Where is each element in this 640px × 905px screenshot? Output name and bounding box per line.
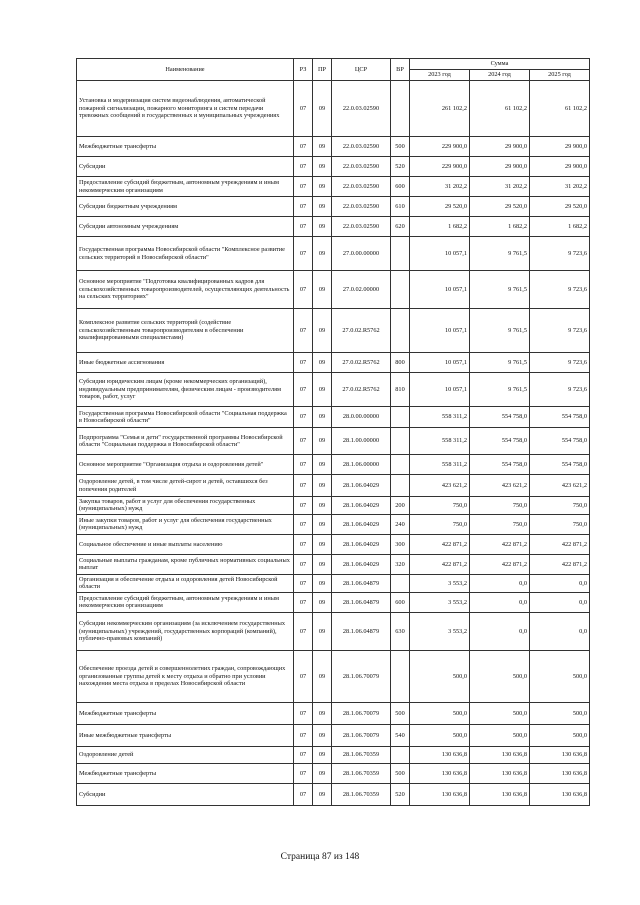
cell-2025: 422 871,2 [530,554,590,574]
cell-csr: 22.0.03.02590 [332,157,391,177]
cell-pr: 09 [313,407,332,428]
cell-csr: 28.1.06.04029 [332,497,391,515]
cell-2025: 554 758,0 [530,455,590,475]
cell-pr: 09 [313,81,332,137]
cell-rz: 07 [294,534,313,554]
cell-csr: 28.1.06.70079 [332,650,391,702]
cell-2025: 423 621,2 [530,475,590,497]
cell-vr [391,455,410,475]
cell-2025: 1 682,2 [530,217,590,237]
cell-2025: 29 900,0 [530,137,590,157]
cell-pr: 09 [313,592,332,612]
cell-2023: 10 057,1 [410,271,470,309]
cell-2023: 500,0 [410,650,470,702]
cell-name: Организация и обеспечение отдыха и оздоровления детей Новосибирской области [77,574,294,592]
cell-2023: 130 636,8 [410,783,470,805]
table-row [77,612,590,650]
cell-2025: 422 871,2 [530,534,590,554]
cell-2023: 261 102,2 [410,81,470,137]
cell-name: Предоставление субсидий бюджетным, автономным учреждениям и иным некоммерческим организациям [77,592,294,612]
cell-2024: 0,0 [470,612,530,650]
cell-rz: 07 [294,309,313,353]
cell-vr [391,428,410,455]
cell-csr: 28.1.06.04879 [332,612,391,650]
cell-pr: 09 [313,455,332,475]
cell-2023: 558 311,2 [410,428,470,455]
cell-csr: 28.1.06.04879 [332,574,391,592]
cell-2023: 229 900,0 [410,137,470,157]
cell-name: Межбюджетные трансферты [77,702,294,724]
cell-rz: 07 [294,702,313,724]
cell-name: Государственная программа Новосибирской области "Комплексное развитие сельских территорий в Новосибирской области" [77,237,294,271]
cell-vr: 620 [391,217,410,237]
cell-2025: 500,0 [530,702,590,724]
cell-2025: 31 202,2 [530,177,590,197]
cell-name: Иные межбюджетные трансферты [77,724,294,746]
cell-name: Комплексное развитие сельских территорий (содействие сельскохозяйственным товаропроизводителям в обеспечении квалифицированными специалистами) [77,309,294,353]
cell-2025: 0,0 [530,592,590,612]
cell-csr: 28.1.06.70359 [332,783,391,805]
cell-rz: 07 [294,475,313,497]
cell-2023: 558 311,2 [410,455,470,475]
table-row [77,763,590,783]
cell-vr [391,475,410,497]
cell-vr [391,650,410,702]
cell-csr: 28.1.06.04879 [332,592,391,612]
cell-pr: 09 [313,554,332,574]
table-row [77,237,590,271]
cell-name: Иные бюджетные ассигнования [77,353,294,373]
table-row [77,650,590,702]
cell-name: Установка и модернизация систем видеонаблюдения, автоматической пожарной сигнализации, пожарного мониторинга и систем передачи тревожных сообщений в государственных и муниципальных учреждениях [77,81,294,137]
cell-2024: 750,0 [470,514,530,534]
cell-2025: 554 758,0 [530,428,590,455]
cell-pr: 09 [313,650,332,702]
cell-rz: 07 [294,724,313,746]
cell-csr: 28.0.00.00000 [332,407,391,428]
cell-rz: 07 [294,197,313,217]
cell-name: Субсидии бюджетным учреждениям [77,197,294,217]
cell-csr: 28.1.06.04029 [332,475,391,497]
cell-csr: 28.1.06.04029 [332,534,391,554]
cell-csr: 27.0.00.00000 [332,237,391,271]
cell-2024: 0,0 [470,592,530,612]
cell-2023: 130 636,8 [410,763,470,783]
cell-pr: 09 [313,746,332,763]
cell-name: Субсидии автономным учреждениям [77,217,294,237]
cell-vr: 200 [391,497,410,515]
cell-vr [391,271,410,309]
cell-2024: 61 102,2 [470,81,530,137]
cell-2024: 9 761,5 [470,271,530,309]
cell-csr: 28.1.06.70079 [332,702,391,724]
table-row [77,746,590,763]
cell-2024: 500,0 [470,702,530,724]
cell-pr: 09 [313,514,332,534]
cell-2023: 10 057,1 [410,237,470,271]
cell-pr: 09 [313,271,332,309]
cell-2025: 9 723,6 [530,237,590,271]
table-row [77,197,590,217]
cell-pr: 09 [313,217,332,237]
header-rz: РЗ [294,59,313,81]
cell-2024: 9 761,5 [470,237,530,271]
cell-vr: 810 [391,373,410,407]
header-2024: 2024 год [470,70,530,81]
cell-pr: 09 [313,373,332,407]
header-2025: 2025 год [530,70,590,81]
cell-name: Основное мероприятие "Подготовка квалифицированных кадров для сельскохозяйственных товаропроизводителей, осуществляющих деятельность на сельских территориях" [77,271,294,309]
cell-2023: 750,0 [410,514,470,534]
cell-rz: 07 [294,373,313,407]
cell-2025: 750,0 [530,514,590,534]
table-row [77,724,590,746]
cell-2025: 9 723,6 [530,373,590,407]
cell-2024: 29 900,0 [470,137,530,157]
cell-pr: 09 [313,702,332,724]
cell-2025: 554 758,0 [530,407,590,428]
cell-2023: 500,0 [410,724,470,746]
cell-2024: 423 621,2 [470,475,530,497]
cell-pr: 09 [313,353,332,373]
cell-rz: 07 [294,514,313,534]
cell-2025: 500,0 [530,650,590,702]
cell-csr: 28.1.06.00000 [332,455,391,475]
cell-name: Субсидии юридическим лицам (кроме некоммерческих организаций), индивидуальным предпринимателям, физическим лицам - производителям товаров, работ, услуг [77,373,294,407]
cell-2024: 29 900,0 [470,157,530,177]
table-row [77,81,590,137]
cell-csr: 28.1.06.70079 [332,724,391,746]
cell-pr: 09 [313,177,332,197]
header-vr: ВР [391,59,410,81]
cell-name: Обеспечение проезда детей и совершеннолетних граждан, сопровождающих организованные группы детей к месту отдыха и обратно при условии нахождения места отдыха в пределах Новосибирской области [77,650,294,702]
cell-2024: 9 761,5 [470,353,530,373]
cell-vr: 540 [391,724,410,746]
cell-csr: 28.1.06.70359 [332,763,391,783]
cell-rz: 07 [294,137,313,157]
cell-csr: 22.0.03.02590 [332,197,391,217]
cell-2023: 750,0 [410,497,470,515]
cell-2025: 130 636,8 [530,783,590,805]
cell-2023: 10 057,1 [410,373,470,407]
table-row [77,177,590,197]
cell-2023: 3 553,2 [410,592,470,612]
table-row [77,574,590,592]
cell-name: Субсидии некоммерческим организациям (за исключением государственных (муниципальных) учреждений, государственных корпораций (компаний), публично-правовых компаний) [77,612,294,650]
cell-2025: 29 900,0 [530,157,590,177]
cell-csr: 22.0.03.02590 [332,137,391,157]
cell-pr: 09 [313,574,332,592]
cell-vr [391,407,410,428]
table-row [77,592,590,612]
cell-rz: 07 [294,177,313,197]
cell-pr: 09 [313,497,332,515]
cell-rz: 07 [294,271,313,309]
cell-2024: 1 682,2 [470,217,530,237]
cell-pr: 09 [313,724,332,746]
cell-2025: 0,0 [530,574,590,592]
cell-csr: 22.0.03.02590 [332,217,391,237]
cell-vr: 520 [391,157,410,177]
cell-2024: 130 636,8 [470,763,530,783]
cell-name: Межбюджетные трансферты [77,137,294,157]
table-row [77,428,590,455]
cell-2023: 229 900,0 [410,157,470,177]
cell-2025: 29 520,0 [530,197,590,217]
cell-rz: 07 [294,157,313,177]
cell-2024: 422 871,2 [470,534,530,554]
cell-vr: 630 [391,612,410,650]
cell-2023: 3 553,2 [410,574,470,592]
cell-2023: 1 682,2 [410,217,470,237]
cell-2023: 500,0 [410,702,470,724]
cell-rz: 07 [294,237,313,271]
cell-2025: 0,0 [530,612,590,650]
cell-name: Закупка товаров, работ и услуг для обеспечения государственных (муниципальных) нужд [77,497,294,515]
cell-pr: 09 [313,763,332,783]
cell-2024: 500,0 [470,650,530,702]
cell-2025: 9 723,6 [530,309,590,353]
cell-vr [391,237,410,271]
cell-csr: 27.0.02.R5762 [332,353,391,373]
cell-csr: 27.0.02.R5762 [332,309,391,353]
cell-pr: 09 [313,534,332,554]
cell-rz: 07 [294,497,313,515]
cell-2023: 10 057,1 [410,309,470,353]
cell-vr: 800 [391,353,410,373]
cell-csr: 27.0.02.00000 [332,271,391,309]
header-2023: 2023 год [410,70,470,81]
cell-2024: 130 636,8 [470,783,530,805]
cell-2024: 29 520,0 [470,197,530,217]
cell-pr: 09 [313,612,332,650]
cell-rz: 07 [294,353,313,373]
cell-2025: 61 102,2 [530,81,590,137]
table-row [77,783,590,805]
table-row [77,271,590,309]
cell-2023: 31 202,2 [410,177,470,197]
cell-rz: 07 [294,554,313,574]
cell-name: Социальные выплаты гражданам, кроме публичных нормативных социальных выплат [77,554,294,574]
cell-vr: 600 [391,592,410,612]
cell-name: Государственная программа Новосибирской области "Социальная поддержка в Новосибирской области" [77,407,294,428]
cell-2023: 423 621,2 [410,475,470,497]
table-row [77,217,590,237]
cell-2024: 750,0 [470,497,530,515]
table-row [77,455,590,475]
table-body [77,81,590,806]
table-row [77,407,590,428]
cell-vr [391,746,410,763]
cell-rz: 07 [294,650,313,702]
cell-pr: 09 [313,157,332,177]
cell-2023: 422 871,2 [410,554,470,574]
table-row [77,353,590,373]
cell-rz: 07 [294,574,313,592]
cell-vr: 300 [391,534,410,554]
cell-vr: 610 [391,197,410,217]
table-row [77,554,590,574]
cell-2023: 29 520,0 [410,197,470,217]
budget-table [76,58,590,806]
cell-2023: 3 553,2 [410,612,470,650]
cell-2025: 130 636,8 [530,746,590,763]
table-row [77,309,590,353]
cell-name: Субсидии [77,157,294,177]
table-row [77,514,590,534]
cell-rz: 07 [294,746,313,763]
cell-csr: 22.0.03.02590 [332,177,391,197]
cell-pr: 09 [313,197,332,217]
cell-name: Социальное обеспечение и иные выплаты населению [77,534,294,554]
cell-2024: 554 758,0 [470,428,530,455]
cell-2024: 500,0 [470,724,530,746]
cell-rz: 07 [294,783,313,805]
table-row [77,157,590,177]
cell-pr: 09 [313,783,332,805]
table-row [77,137,590,157]
cell-2025: 9 723,6 [530,353,590,373]
cell-name: Оздоровление детей, в том числе детей-сирот и детей, оставшихся без попечения родителей [77,475,294,497]
header-sum: Сумма [410,59,590,70]
cell-pr: 09 [313,309,332,353]
cell-vr: 240 [391,514,410,534]
cell-vr: 320 [391,554,410,574]
cell-name: Предоставление субсидий бюджетным, автономным учреждениям и иным некоммерческим организациям [77,177,294,197]
cell-2023: 422 871,2 [410,534,470,554]
cell-vr: 520 [391,783,410,805]
cell-2024: 554 758,0 [470,455,530,475]
cell-vr: 500 [391,137,410,157]
table-row [77,497,590,515]
cell-2025: 500,0 [530,724,590,746]
cell-pr: 09 [313,475,332,497]
cell-vr: 600 [391,177,410,197]
table-row [77,534,590,554]
cell-rz: 07 [294,407,313,428]
cell-2024: 0,0 [470,574,530,592]
table-row [77,373,590,407]
cell-vr: 500 [391,702,410,724]
cell-name: Основное мероприятие "Организация отдыха и оздоровления детей" [77,455,294,475]
header-name: Наименование [77,59,294,81]
cell-csr: 28.1.06.04029 [332,514,391,534]
cell-rz: 07 [294,81,313,137]
cell-pr: 09 [313,237,332,271]
cell-pr: 09 [313,428,332,455]
budget-table-container [76,58,589,806]
cell-rz: 07 [294,455,313,475]
header-csr: ЦСР [332,59,391,81]
cell-name: Межбюджетные трансферты [77,763,294,783]
cell-csr: 28.1.06.70359 [332,746,391,763]
cell-name: Оздоровление детей [77,746,294,763]
header-pr: ПР [313,59,332,81]
cell-2024: 554 758,0 [470,407,530,428]
cell-pr: 09 [313,137,332,157]
cell-csr: 28.1.00.00000 [332,428,391,455]
cell-vr [391,574,410,592]
cell-csr: 28.1.06.04029 [332,554,391,574]
cell-vr [391,81,410,137]
cell-2024: 31 202,2 [470,177,530,197]
cell-vr: 500 [391,763,410,783]
cell-2025: 9 723,6 [530,271,590,309]
cell-name: Подпрограмма "Семья и дети" государственной программы Новосибирской области "Социальная поддержка в Новосибирской области" [77,428,294,455]
cell-2023: 130 636,8 [410,746,470,763]
page-number: Страница 87 из 148 [280,852,360,862]
cell-2024: 130 636,8 [470,746,530,763]
cell-rz: 07 [294,612,313,650]
cell-2023: 10 057,1 [410,353,470,373]
cell-rz: 07 [294,763,313,783]
cell-2024: 422 871,2 [470,554,530,574]
cell-2024: 9 761,5 [470,309,530,353]
table-row [77,475,590,497]
cell-rz: 07 [294,428,313,455]
cell-rz: 07 [294,592,313,612]
table-row [77,702,590,724]
cell-rz: 07 [294,217,313,237]
cell-2023: 558 311,2 [410,407,470,428]
cell-2024: 9 761,5 [470,373,530,407]
cell-csr: 22.0.03.02590 [332,81,391,137]
cell-name: Иные закупки товаров, работ и услуг для обеспечения государственных (муниципальных) нужд [77,514,294,534]
cell-vr [391,309,410,353]
cell-name: Субсидии [77,783,294,805]
cell-2025: 750,0 [530,497,590,515]
cell-csr: 27.0.02.R5762 [332,373,391,407]
cell-2025: 130 636,8 [530,763,590,783]
